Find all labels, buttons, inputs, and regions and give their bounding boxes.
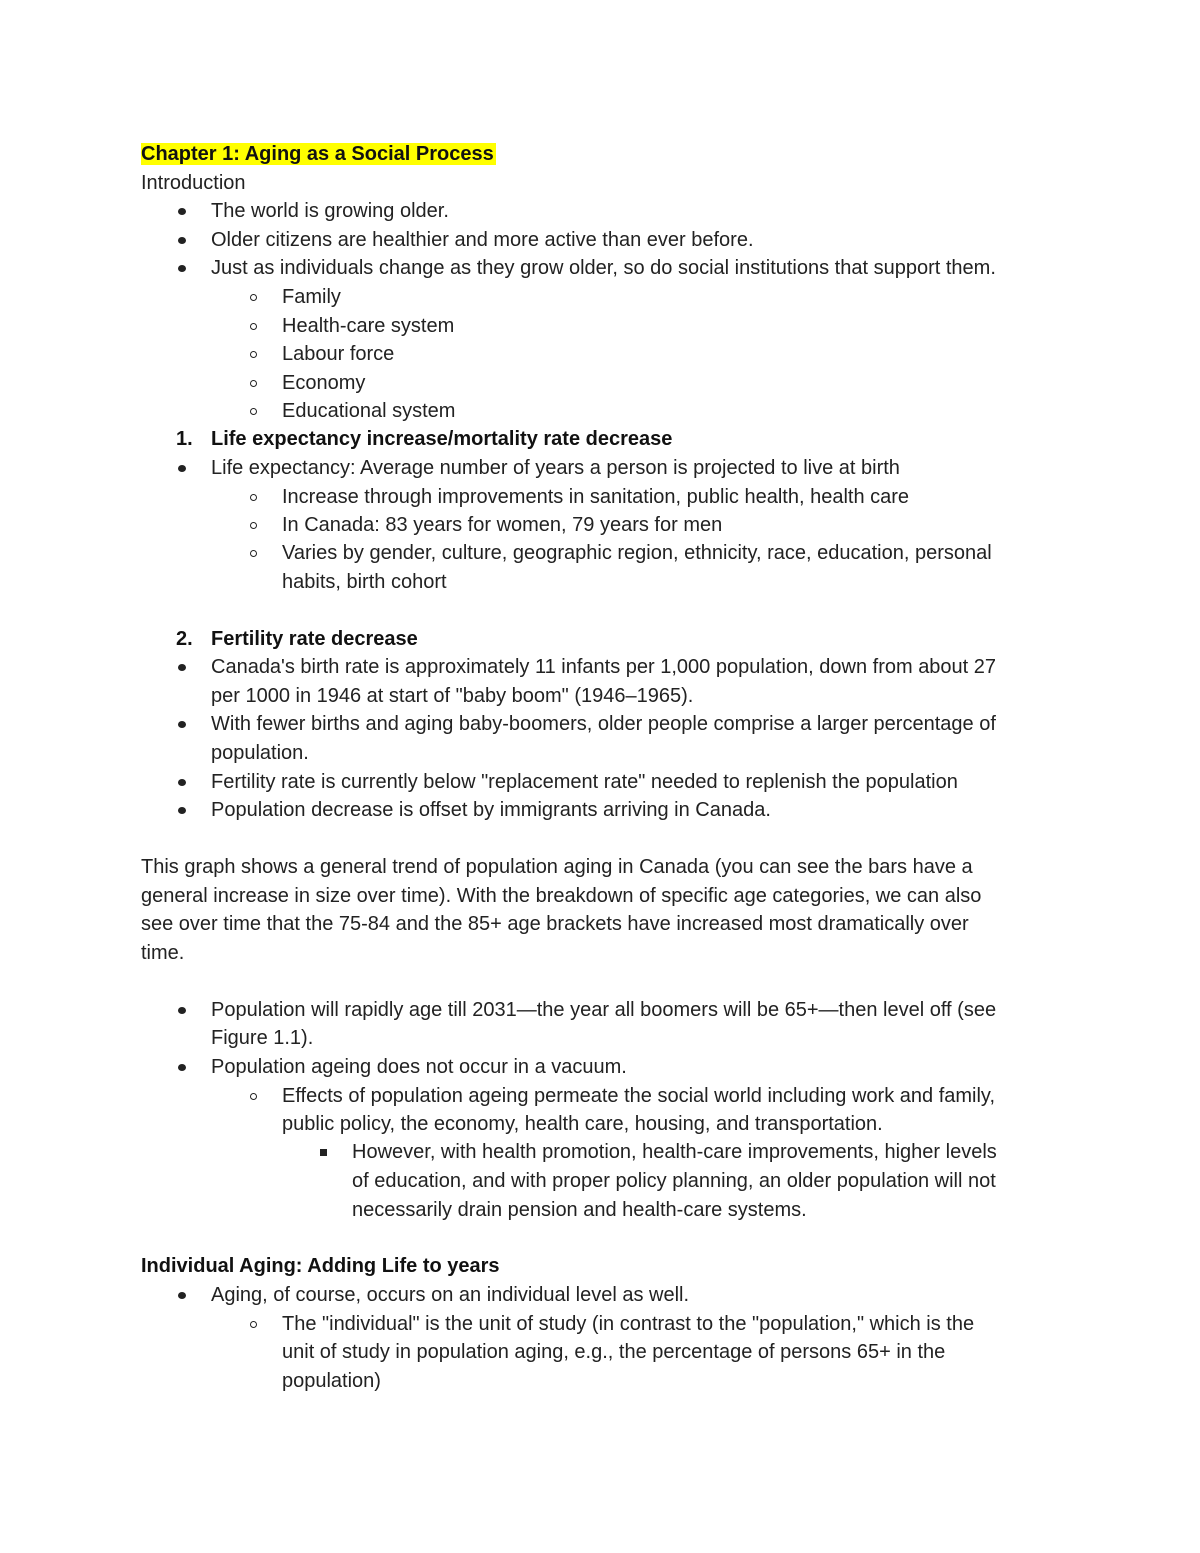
intro-bullet-3: Just as individuals change as they grow older, so do social institutions that support them.	[211, 257, 996, 279]
section-1-sub-2: In Canada: 83 years for women, 79 years for men	[282, 514, 723, 536]
sub-bullet-circle	[250, 380, 257, 387]
sub-bullet-circle	[250, 522, 257, 529]
sub-bullet-circle	[250, 550, 257, 557]
bullet-dot	[178, 664, 186, 671]
bullet-dot	[178, 807, 186, 814]
aging-bullet-2: Population ageing does not occur in a vacuum.	[211, 1056, 627, 1078]
section-2-bullet-1-line-1: Canada's birth rate is approximately 11 infants per 1,000 population, down from about 27	[211, 656, 997, 678]
title-highlight: Chapter 1: Aging as a Social Process	[141, 143, 494, 165]
section-1-bullet: Life expectancy: Average number of years a person is projected to live at birth	[211, 457, 900, 479]
sub-bullet-circle	[250, 1321, 257, 1328]
individual-sub-line-3: population)	[282, 1370, 381, 1392]
aging-subsub-line-1: However, with health promotion, health-care improvements, higher levels	[352, 1141, 997, 1163]
section-2-bullet-2-line-2: population.	[211, 742, 309, 764]
section-2-bullet-2-line-1: With fewer births and aging baby-boomers, older people comprise a larger percentage of	[211, 713, 996, 735]
bullet-dot	[178, 779, 186, 786]
individual-sub-line-1: The "individual" is the unit of study (in contrast to the "population," which is the	[282, 1313, 975, 1335]
bullet-dot	[178, 1064, 186, 1071]
aging-subsub-line-2: of education, and with proper policy planning, an older population will not	[352, 1170, 996, 1192]
bullet-dot	[178, 465, 186, 472]
sub-sub-bullet-square	[320, 1149, 327, 1156]
section-1-sub-3-line-2: habits, birth cohort	[282, 571, 447, 593]
section-1-sub-3-line-1: Varies by gender, culture, geographic region, ethnicity, race, education, personal	[282, 542, 992, 564]
sub-bullet-circle	[250, 494, 257, 501]
institution-item: Economy	[282, 372, 366, 394]
bullet-dot	[178, 265, 186, 272]
individual-sub-line-2: unit of study in population aging, e.g., the percentage of persons 65+ in the	[282, 1341, 946, 1363]
bullet-dot	[178, 1007, 186, 1014]
section-2-bullet-4: Population decrease is offset by immigrants arriving in Canada.	[211, 799, 771, 821]
aging-sub-line-1: Effects of population ageing permeate the social world including work and family,	[282, 1085, 995, 1107]
bullet-dot	[178, 1292, 186, 1299]
institution-item: Educational system	[282, 400, 456, 422]
aging-bullet-1-line-1: Population will rapidly age till 2031—the year all boomers will be 65+—then level off (see	[211, 999, 997, 1021]
chapter-title	[141, 140, 496, 168]
sub-bullet-circle	[250, 408, 257, 415]
institution-item: Family	[282, 286, 341, 308]
aging-subsub-line-3: necessarily drain pension and health-care systems.	[352, 1199, 807, 1221]
bullet-dot	[178, 208, 186, 215]
section-1-sub-1: Increase through improvements in sanitation, public health, health care	[282, 486, 910, 508]
sub-bullet-circle	[250, 294, 257, 301]
section-2-number: 2.	[176, 628, 193, 650]
bullet-dot	[178, 721, 186, 728]
graph-paragraph-line-2: general increase in size over time). With the breakdown of specific age categories, we can also	[141, 885, 982, 907]
section-1-heading: Life expectancy increase/mortality rate decrease	[211, 428, 673, 450]
sub-bullet-circle	[250, 351, 257, 358]
sub-bullet-circle	[250, 323, 257, 330]
bullet-dot	[178, 237, 186, 244]
section-1-number: 1.	[176, 428, 193, 450]
graph-paragraph-line-3: see over time that the 75-84 and the 85+ age brackets have increased most dramatically over	[141, 913, 969, 935]
section-2-bullet-1-line-2: per 1000 in 1946 at start of "baby boom" (1946–1965).	[211, 685, 694, 707]
section-2-heading: Fertility rate decrease	[211, 628, 418, 650]
intro-bullet-1: The world is growing older.	[211, 200, 449, 222]
aging-sub-line-2: public policy, the economy, health care, housing, and transportation.	[282, 1113, 883, 1135]
institution-item: Labour force	[282, 343, 395, 365]
institution-item: Health-care system	[282, 315, 455, 337]
aging-bullet-1-line-2: Figure 1.1).	[211, 1027, 314, 1049]
section-2-bullet-3: Fertility rate is currently below "replacement rate" needed to replenish the population	[211, 771, 958, 793]
intro-heading: Introduction	[141, 172, 246, 194]
individual-aging-heading: Individual Aging: Adding Life to years	[141, 1255, 500, 1277]
graph-paragraph-line-1: This graph shows a general trend of population aging in Canada (you can see the bars have a	[141, 856, 973, 878]
individual-bullet-1: Aging, of course, occurs on an individual level as well.	[211, 1284, 690, 1306]
sub-bullet-circle	[250, 1093, 257, 1100]
graph-paragraph-line-4: time.	[141, 942, 185, 964]
intro-bullet-2: Older citizens are healthier and more active than ever before.	[211, 229, 754, 251]
